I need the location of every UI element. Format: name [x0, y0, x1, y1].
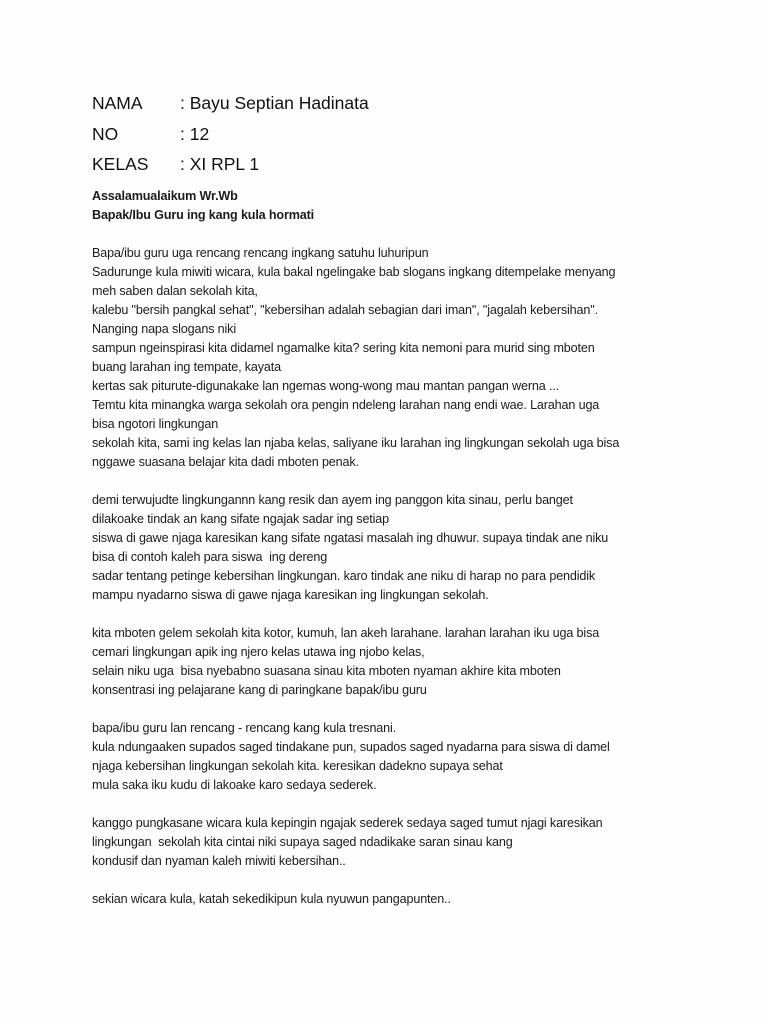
text-line: kertas sak piturute-digunakake lan ngemas wong-wong mau mantan pangan werna ... [92, 379, 559, 393]
name-value: : Bayu Septian Hadinata [180, 93, 369, 113]
text-line: Sadurunge kula miwiti wicara, kula bakal ngelingake bab slogans ingkang ditempelake menyang [92, 265, 616, 279]
text-line: sadar tentang petinge kebersihan lingkungan. karo tindak ane niku di harap no para pendidik [92, 569, 596, 583]
text-line: kanggo pungkasane wicara kula kepingin ngajak sederek sedaya saged tumut njagi karesikan [92, 816, 603, 830]
text-line: cemari lingkungan apik ing njero kelas utawa ing njobo kelas, [92, 645, 425, 659]
number-row [92, 122, 369, 153]
text-line: sampun ngeinspirasi kita didamel ngamalke kita? sering kita nemoni para murid sing mboten [92, 341, 595, 355]
text-line: Bapa/ibu guru uga rencang rencang ingkang satuhu luhuripun [92, 246, 429, 260]
text-line: siswa di gawe njaga karesikan kang sifate ngatasi masalah ing dhuwur. supaya tindak ane niku [92, 531, 609, 545]
paragraph-3 [92, 624, 712, 700]
paragraph-1 [92, 244, 712, 472]
name-label: NAMA [92, 93, 143, 113]
greeting-salam: Assalamualaikum Wr.Wb [92, 189, 238, 203]
text-line: bapa/ibu guru lan rencang - rencang kang kula tresnani. [92, 721, 397, 735]
text-line: mampu nyadarno siswa di gawe njaga karesikan ing lingkungan sekolah. [92, 588, 489, 602]
text-line: bisa ngotori lingkungan [92, 417, 219, 431]
paragraph-2 [92, 491, 712, 605]
student-info-header [92, 91, 369, 183]
text-line: kula ndungaaken supados saged tindakane pun, supados saged nyadarna para siswa di damel [92, 740, 610, 754]
text-line: sekolah kita, sami ing kelas lan njaba kelas, saliyane iku larahan ing lingkungan sekolah uga bisa [92, 436, 620, 450]
text-line: mula saka iku kudu di lakoake karo sedaya sederek. [92, 778, 377, 792]
text-line: njaga kebersihan lingkungan sekolah kita. keresikan dadekno supaya sehat [92, 759, 503, 773]
spacer [92, 700, 712, 719]
paragraph-5 [92, 814, 712, 871]
spacer [92, 472, 712, 491]
text-line: nggawe suasana belajar kita dadi mboten penak. [92, 455, 359, 469]
paragraph-4 [92, 719, 712, 795]
text-line: Nanging napa slogans niki [92, 322, 236, 336]
class-label: KELAS [92, 154, 149, 174]
number-label: NO [92, 123, 119, 144]
text-line: demi terwujudte lingkungannn kang resik dan ayem ing panggon kita sinau, perlu banget [92, 493, 573, 507]
name-row [92, 91, 369, 122]
speech-body [92, 187, 712, 909]
text-line: selain niku uga bisa nyebabno suasana sinau kita mboten nyaman akhire kita mboten [92, 664, 561, 678]
text-line: buang larahan ing tempate, kayata [92, 360, 281, 374]
spacer [92, 225, 712, 244]
spacer [92, 795, 712, 814]
number-value: : 12 [180, 123, 210, 144]
text-line: meh saben dalan sekolah kita, [92, 284, 258, 298]
greeting-address: Bapak/Ibu Guru ing kang kula hormati [92, 208, 315, 222]
text-line: dilakoake tindak an kang sifate ngajak sadar ing setiap [92, 512, 390, 526]
class-row [92, 152, 369, 183]
text-line: kalebu "bersih pangkal sehat", "kebersihan adalah sebagian dari iman", "jagalah kebersihan". [92, 303, 598, 317]
class-value: : XI RPL 1 [180, 154, 260, 174]
text-line: kita mboten gelem sekolah kita kotor, kumuh, lan akeh larahane. larahan larahan iku uga bisa [92, 626, 600, 640]
spacer [92, 605, 712, 624]
paragraph-closing [92, 890, 712, 909]
text-line: Temtu kita minangka warga sekolah ora pengin ndeleng larahan nang endi wae. Larahan uga [92, 398, 600, 412]
spacer [92, 871, 712, 890]
text-line: lingkungan sekolah kita cintai niki supaya saged ndadikake saran sinau kang [92, 835, 513, 849]
text-line: sekian wicara kula, katah sekedikipun kula nyuwun pangapunten.. [92, 892, 451, 906]
text-line: kondusif dan nyaman kaleh miwiti kebersihan.. [92, 854, 346, 868]
text-line: bisa di contoh kaleh para siswa ing dereng [92, 550, 328, 564]
text-line: konsentrasi ing pelajarane kang di paringkane bapak/ibu guru [92, 683, 427, 697]
